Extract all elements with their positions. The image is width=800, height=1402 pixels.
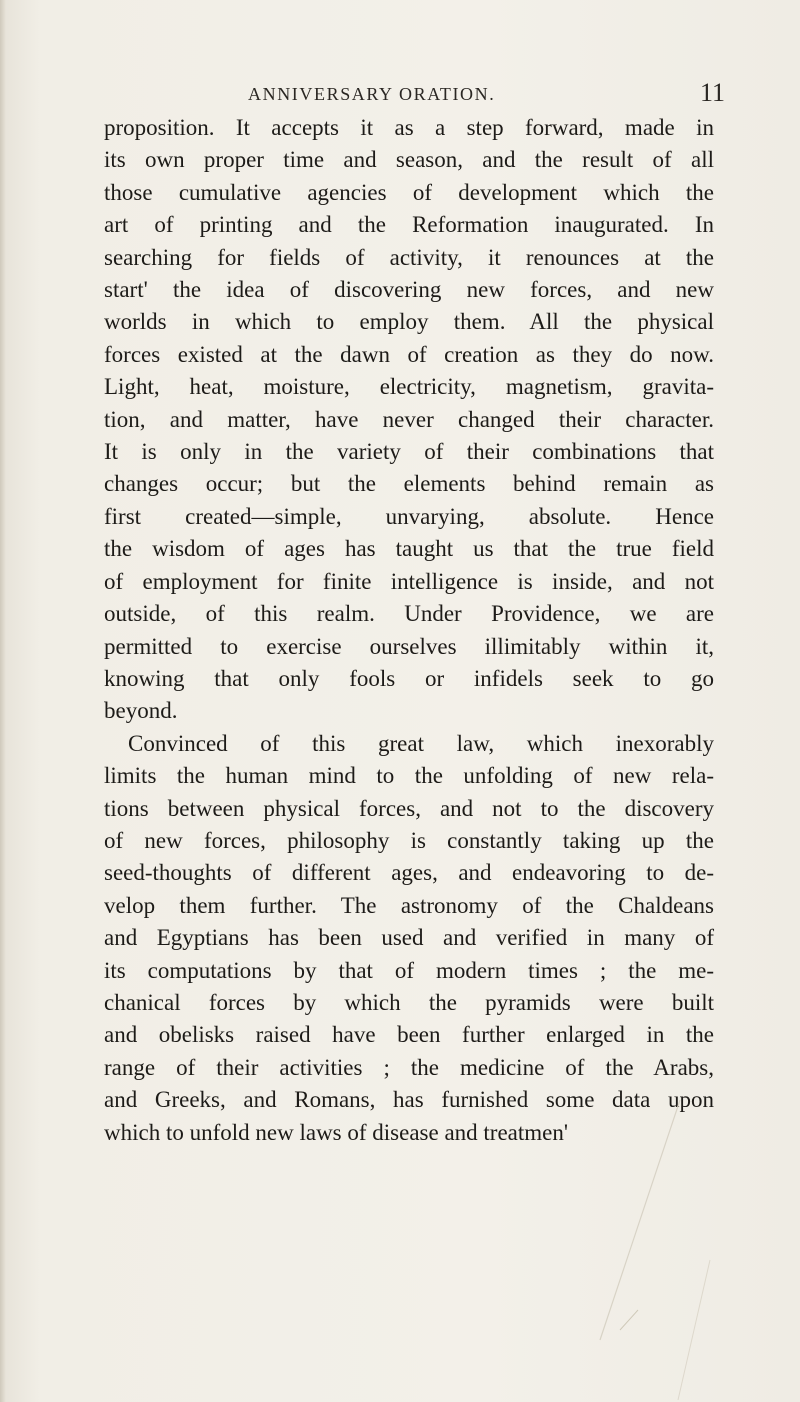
text-line: chanical forces by which the pyramids were built xyxy=(104,989,714,1015)
text-line: art of printing and the Reformation inaugurated. In xyxy=(104,212,714,238)
running-head: ANNIVERSARY ORATION. xyxy=(248,84,496,104)
text-line: first created—simple, unvarying, absolute. Hence xyxy=(104,503,714,529)
text-line: of new forces, philosophy is constantly taking up the xyxy=(104,827,714,853)
text-line: its computations by that of modern times ; the me- xyxy=(104,957,714,983)
text-line: permitted to exercise ourselves illimitably within it, xyxy=(104,633,714,659)
text-line: changes occur; but the elements behind remain as xyxy=(104,471,714,497)
text-line: searching for fields of activity, it renounces at the xyxy=(104,244,714,270)
text-line: of employment for finite intelligence is inside, and not xyxy=(104,568,714,594)
text-line: Convinced of this great law, which inexorably xyxy=(128,730,714,756)
text-line: beyond. xyxy=(104,698,178,724)
text-line: start' the idea of discovering new forces, and new xyxy=(104,277,714,303)
page-gutter-edge xyxy=(0,0,6,1402)
text-line: which to unfold new laws of disease and treatmen' xyxy=(104,1119,569,1145)
body-text xyxy=(104,112,714,1149)
text-line: its own proper time and season, and the result of all xyxy=(104,147,714,173)
text-line: and Egyptians has been used and verified in many of xyxy=(104,925,714,951)
text-line: It is only in the variety of their combinations that xyxy=(104,439,714,465)
text-line: Light, heat, moisture, electricity, magnetism, gravita- xyxy=(104,374,714,400)
text-line: and Greeks, and Romans, has furnished some data upon xyxy=(104,1087,714,1113)
text-line: range of their activities ; the medicine of the Arabs, xyxy=(104,1054,714,1080)
text-line: knowing that only fools or infidels seek to go xyxy=(104,665,714,691)
text-line: outside, of this realm. Under Providence, we are xyxy=(104,601,714,627)
text-line: forces existed at the dawn of creation as they do now. xyxy=(104,341,714,367)
text-line: limits the human mind to the unfolding of new rela- xyxy=(104,763,714,789)
text-line: seed-thoughts of different ages, and endeavoring to de- xyxy=(104,860,714,886)
text-line: tion, and matter, have never changed their character. xyxy=(104,406,714,432)
page-number: 11 xyxy=(700,78,726,107)
text-line: proposition. It accepts it as a step forward, made in xyxy=(104,115,714,140)
text-line: the wisdom of ages has taught us that the true field xyxy=(104,536,714,562)
text-line: tions between physical forces, and not to the discovery xyxy=(104,795,714,821)
text-line: those cumulative agencies of development which the xyxy=(104,179,714,205)
text-line: velop them further. The astronomy of the Chaldeans xyxy=(104,892,714,918)
text-line: and obelisks raised have been further enlarged in the xyxy=(104,1022,714,1048)
text-line: worlds in which to employ them. All the physical xyxy=(104,309,714,335)
